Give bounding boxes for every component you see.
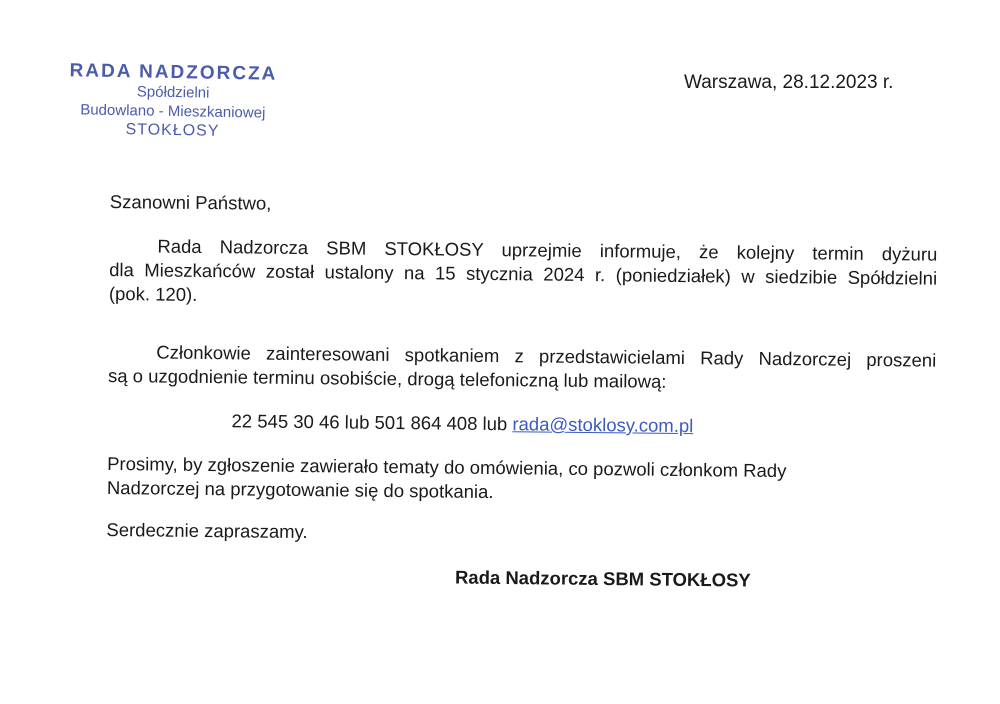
greeting: Szanowni Państwo,	[109, 190, 272, 214]
contact-line	[231, 409, 693, 438]
paragraph-line: Członkowie zainteresowani spotkaniem z przedstawicielami Rady Nadzorczej proszeni	[156, 341, 937, 371]
paragraph-line: Nadzorczej na przygotowanie się do spotkania.	[106, 476, 494, 503]
letter-date: Warszawa, 28.12.2023 r.	[684, 72, 894, 93]
stamp-line-type: Budowlano - Mieszkaniowej	[80, 101, 266, 122]
paragraph-line: Prosimy, by zgłoszenie zawierało tematy do omówienia, co pozwoli członkom Rady	[107, 452, 787, 482]
organization-stamp	[57, 60, 288, 143]
paragraph-contact-request	[108, 340, 936, 397]
stamp-line-name: STOKŁOSY	[125, 121, 220, 140]
paragraph-line: Rada Nadzorcza SBM STOKŁOSY uprzejmie informuje, że kolejny termin dyżuru	[157, 235, 938, 265]
stamp-line-cooperative: Spółdzielni	[136, 83, 210, 102]
signature: Rada Nadzorcza SBM STOKŁOSY	[454, 566, 751, 591]
paragraph-line: (pok. 120).	[108, 282, 198, 305]
paragraph-topics	[107, 452, 787, 507]
paragraph-line: są o uzgodnienie terminu osobiście, drogą telefoniczną lub mailową:	[107, 364, 667, 392]
letter-body	[106, 190, 938, 543]
stamp-line-title: RADA NADZORCZA	[69, 60, 278, 85]
paragraph-line: dla Mieszkańców został ustalony na 15 stycznia 2024 r. (poniedziałek) w siedzibie Spółdzielni	[109, 258, 938, 289]
phone-numbers: 22 545 30 46 lub 501 864 408 lub	[231, 410, 513, 435]
closing-phrase: Serdecznie zapraszamy.	[106, 518, 308, 543]
paragraph-duty-info	[109, 234, 938, 315]
email-link[interactable]: rada@stoklosy.com.pl	[512, 413, 694, 437]
